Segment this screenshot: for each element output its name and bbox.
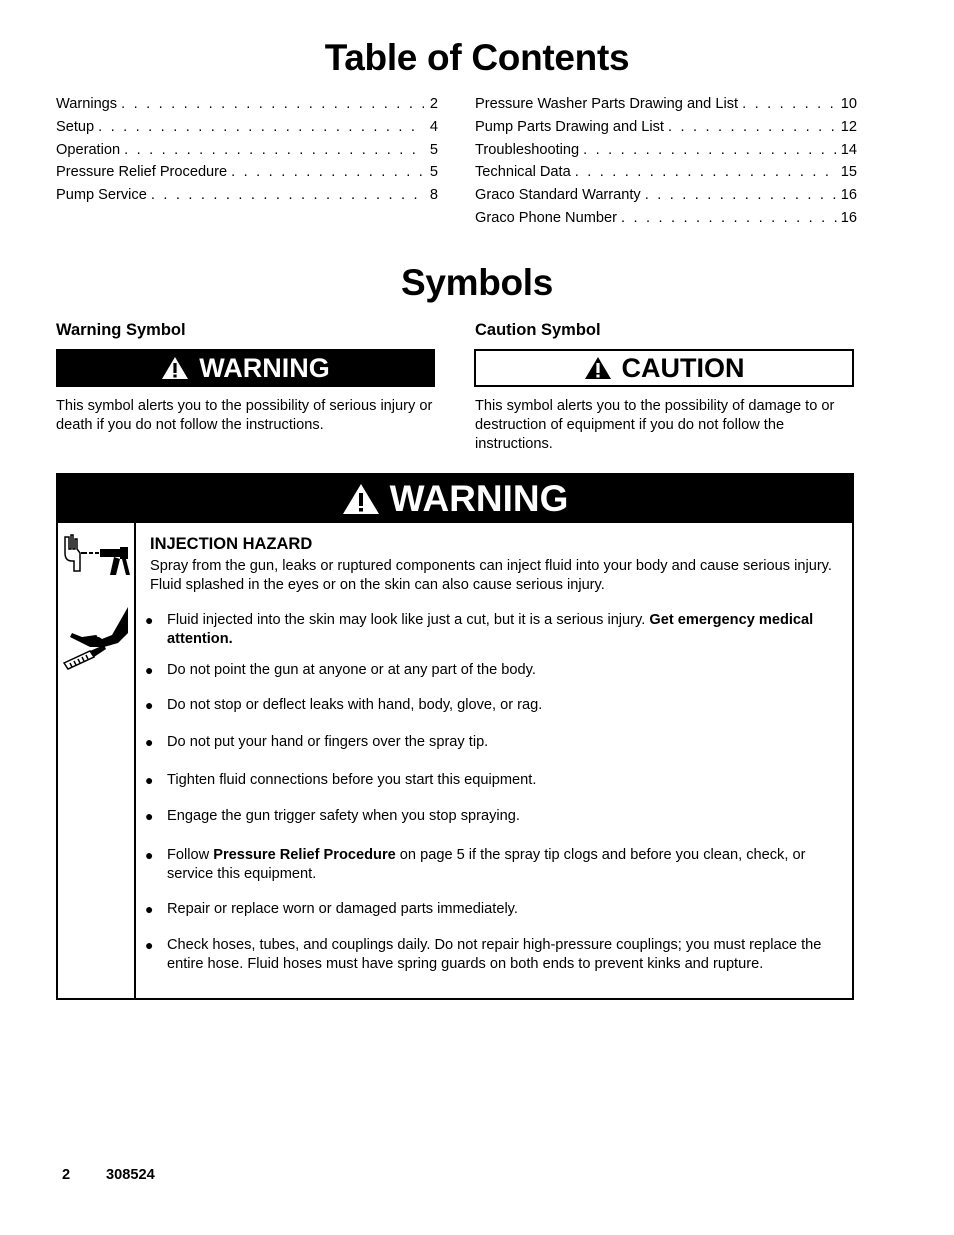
toc-entry-page: 16: [840, 187, 857, 204]
hazard-bullet: [145, 733, 845, 752]
warning-triangle-icon: [342, 483, 380, 515]
toc-left-column: [56, 96, 438, 210]
bullet-text-plain: Follow: [167, 847, 214, 863]
bullet-text: [167, 936, 845, 974]
toc-entry[interactable]: [56, 187, 438, 210]
bullet-text: [167, 733, 845, 752]
toc-entry[interactable]: [56, 119, 438, 142]
toc-leader: [583, 142, 837, 158]
toc-entry-page: 8: [429, 187, 438, 204]
toc-leader: [668, 119, 837, 135]
toc-leader: [621, 210, 837, 226]
symbols-title: Symbols: [400, 262, 554, 303]
toc-leader: [124, 142, 424, 158]
toc-entry-label: Pressure Washer Parts Drawing and List: [475, 96, 739, 112]
caution-symbol-banner: [474, 349, 854, 387]
hazard-bullet: [145, 611, 845, 649]
toc-title: Table of Contents: [324, 37, 630, 78]
hazard-bullet: [145, 900, 845, 919]
footer-doc-number: 308524: [106, 1167, 155, 1183]
toc-entry-label: Pump Parts Drawing and List: [475, 118, 664, 135]
toc-entry-label: Pressure Relief Procedure: [56, 164, 228, 181]
bullet-text: [167, 846, 845, 884]
bullet-dot: ●: [145, 901, 154, 917]
bullet-text: [167, 661, 845, 680]
hazard-title: INJECTION HAZARD: [150, 535, 313, 553]
hazard-bullet: [145, 846, 845, 884]
toc-entry-label: Graco Standard Warranty: [475, 187, 641, 204]
toc-entry-label: Warnings: [56, 96, 118, 112]
warning-symbol-label: WARNING: [199, 352, 330, 383]
bullet-text-plain: Engage the gun trigger safety when you stop spraying.: [167, 808, 520, 824]
bullet-dot: ●: [145, 734, 154, 750]
toc-entry[interactable]: [56, 96, 438, 119]
warning-triangle-icon: [161, 356, 189, 380]
bullet-dot: ●: [145, 847, 154, 863]
bullet-dot: ●: [145, 772, 154, 788]
hazard-bullet: [145, 696, 845, 715]
caution-symbol-label: CAUTION: [621, 352, 745, 383]
warning-symbol-heading: Warning Symbol: [56, 321, 186, 339]
toc-right-column: [475, 96, 857, 233]
bullet-text: [167, 900, 845, 919]
toc-entry-label: Technical Data: [475, 164, 571, 181]
toc-entry[interactable]: [475, 96, 857, 119]
bullet-dot: ●: [145, 612, 154, 628]
bullet-text-bold: Pressure Relief Procedure: [213, 847, 396, 863]
toc-entry-page: 5: [429, 164, 438, 181]
toc-leader: [575, 164, 837, 180]
toc-leader: [151, 187, 424, 203]
warning-box-header: [58, 475, 852, 523]
toc-entry-label: Troubleshooting: [475, 141, 580, 158]
toc-leader: [231, 164, 424, 180]
footer-page-number: 2: [62, 1167, 71, 1183]
hazard-bullet: [145, 661, 845, 680]
warning-symbol-banner: [56, 349, 435, 387]
bullet-text-plain: Tighten fluid connections before you start this equipment.: [167, 772, 537, 788]
bullet-dot: ●: [145, 697, 154, 713]
bullet-text-plain: Do not put your hand or fingers over the spray tip.: [167, 734, 489, 750]
bullet-text: [167, 696, 845, 715]
toc-leader: [742, 96, 837, 112]
hazard-icon-column: [58, 523, 136, 998]
bullet-dot: ●: [145, 937, 154, 953]
hazard-bullet: [145, 936, 845, 974]
bullet-text-plain: Repair or replace worn or damaged parts immediately.: [167, 901, 518, 917]
toc-entry[interactable]: [56, 142, 438, 165]
warning-symbol-text: This symbol alerts you to the possibility of serious injury or death if you do not follow the instructions.: [56, 398, 433, 433]
caution-symbol-heading: Caution Symbol: [475, 321, 601, 339]
toc-entry-page: 16: [840, 209, 857, 226]
toc-entry-label: Setup: [56, 118, 95, 135]
bullet-text: [167, 807, 845, 826]
toc-entry[interactable]: [56, 164, 438, 187]
toc-entry-label: Pump Service: [56, 187, 147, 204]
toc-entry[interactable]: [475, 119, 857, 142]
toc-entry-page: 10: [840, 96, 857, 112]
hand-injection-icon: [60, 605, 132, 675]
toc-leader: [121, 96, 424, 112]
toc-entry[interactable]: [475, 142, 857, 165]
toc-entry-page: 12: [840, 118, 857, 135]
toc-entry[interactable]: [475, 187, 857, 210]
bullet-text-plain: Do not stop or deflect leaks with hand, body, glove, or rag.: [167, 697, 543, 713]
bullet-text: [167, 611, 845, 649]
toc-entry-page: 14: [840, 141, 857, 158]
hazard-bullet: [145, 807, 845, 826]
caution-symbol-text: This symbol alerts you to the possibility of damage to or destruction of equipment if you do not follow the instructions.: [475, 398, 835, 452]
bullet-text-bold: Get emergency medical attention.: [167, 612, 814, 647]
warning-box-label: WARNING: [389, 478, 569, 519]
bullet-text-plain: Check hoses, tubes, and couplings daily. Do not repair high-pressure couplings; you must replace the entire hose. Fluid hoses must have spring guards on both ends to prevent kinks and rupture.: [167, 937, 822, 972]
hazard-description: Spray from the gun, leaks or ruptured components can inject fluid into your body and cause serious injury. Fluid splashed in the eyes or on the skin can also cause serious injury.: [150, 558, 832, 593]
toc-leader: [645, 187, 837, 203]
bullet-text: [167, 771, 845, 790]
toc-entry-page: 2: [429, 96, 438, 112]
bullet-dot: ●: [145, 808, 154, 824]
toc-leader: [98, 119, 424, 135]
toc-entry[interactable]: [475, 164, 857, 187]
hazard-bullet: [145, 771, 845, 790]
toc-entry-label: Graco Phone Number: [475, 209, 617, 226]
spray-gun-injection-icon: [60, 531, 132, 583]
toc-entry[interactable]: [475, 210, 857, 233]
bullet-dot: ●: [145, 662, 154, 678]
toc-entry-page: 5: [429, 141, 438, 158]
toc-entry-page: 15: [840, 164, 857, 181]
caution-triangle-icon: [584, 356, 612, 380]
bullet-text-plain: Fluid injected into the skin may look like just a cut, but it is a serious injury.: [167, 612, 650, 628]
toc-entry-page: 4: [429, 118, 438, 135]
bullet-text-plain: Do not point the gun at anyone or at any part of the body.: [167, 662, 536, 678]
toc-entry-label: Operation: [56, 141, 121, 158]
bullet-text-plain: on page 5 if the spray tip clogs and before you clean, check, or service this equipment.: [167, 847, 806, 882]
